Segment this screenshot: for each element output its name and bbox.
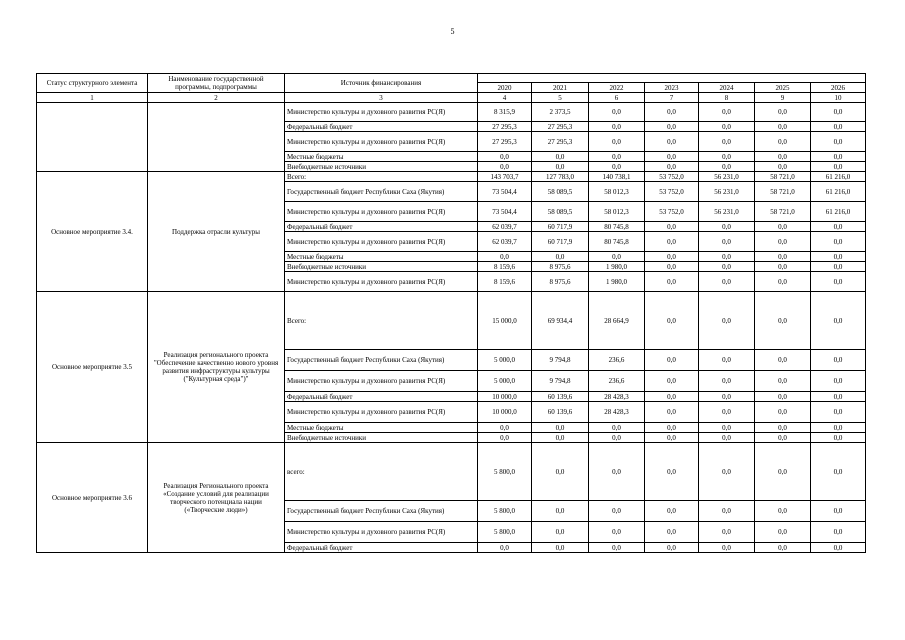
financing-source: Министерство культуры и духовного развития РС(Я) <box>285 132 478 152</box>
amount-cell: 62 039,7 <box>478 222 532 232</box>
amount-cell: 0,0 <box>755 152 811 162</box>
amount-cell: 58 721,0 <box>755 172 811 182</box>
amount-cell: 5 800,0 <box>478 522 532 543</box>
amount-cell: 0,0 <box>699 433 755 443</box>
amount-cell: 0,0 <box>645 262 699 272</box>
financing-source: Министерство культуры и духовного развития РС(Я) <box>285 402 478 423</box>
amount-cell: 56 231,0 <box>699 172 755 182</box>
amount-cell: 0,0 <box>532 252 589 262</box>
amount-cell: 53 752,0 <box>645 182 699 202</box>
structural-element-status: Основное мероприятие 3.4. <box>37 172 148 292</box>
amount-cell: 0,0 <box>755 350 811 371</box>
amount-cell: 0,0 <box>755 272 811 292</box>
amount-cell: 0,0 <box>645 371 699 392</box>
program-name: Поддержка отрасли культуры <box>148 172 285 292</box>
amount-cell: 0,0 <box>478 423 532 433</box>
amount-cell: 0,0 <box>645 543 699 553</box>
amount-cell: 0,0 <box>532 443 589 501</box>
amount-cell: 0,0 <box>811 522 866 543</box>
amount-cell: 0,0 <box>699 122 755 132</box>
amount-cell: 0,0 <box>645 122 699 132</box>
amount-cell: 0,0 <box>755 371 811 392</box>
amount-cell: 58 089,5 <box>532 182 589 202</box>
amount-cell: 58 012,3 <box>589 182 645 202</box>
amount-cell: 0,0 <box>811 272 866 292</box>
financing-source: Министерство культуры и духовного развития РС(Я) <box>285 371 478 392</box>
header-year: 2023 <box>645 83 699 93</box>
structural-element-status: Основное мероприятие 3.6 <box>37 443 148 553</box>
amount-cell: 0,0 <box>755 122 811 132</box>
financing-source: Федеральный бюджет <box>285 392 478 402</box>
amount-cell: 0,0 <box>589 252 645 262</box>
amount-cell: 0,0 <box>699 103 755 122</box>
amount-cell: 0,0 <box>755 501 811 522</box>
amount-cell: 0,0 <box>589 122 645 132</box>
program-name: Реализация регионального проекта "Обеспечение качественно нового уровня развития инфраструктуры культуры ("Культурная среда")" <box>148 292 285 443</box>
amount-cell: 5 800,0 <box>478 443 532 501</box>
amount-cell: 53 752,0 <box>645 172 699 182</box>
amount-cell: 0,0 <box>532 162 589 172</box>
amount-cell: 0,0 <box>645 222 699 232</box>
amount-cell: 69 934,4 <box>532 292 589 350</box>
financing-source: Федеральный бюджет <box>285 222 478 232</box>
header-year: 2022 <box>589 83 645 93</box>
financing-source: Федеральный бюджет <box>285 543 478 553</box>
amount-cell: 60 717,9 <box>532 232 589 252</box>
amount-cell: 10 000,0 <box>478 392 532 402</box>
amount-cell: 5 800,0 <box>478 501 532 522</box>
amount-cell: 0,0 <box>755 543 811 553</box>
table-row <box>37 292 866 350</box>
amount-cell: 8 975,6 <box>532 272 589 292</box>
amount-cell: 0,0 <box>755 232 811 252</box>
amount-cell: 0,0 <box>811 132 866 152</box>
amount-cell: 0,0 <box>699 152 755 162</box>
amount-cell: 58 721,0 <box>755 182 811 202</box>
amount-cell: 0,0 <box>645 522 699 543</box>
amount-cell: 73 504,4 <box>478 182 532 202</box>
amount-cell: 58 012,3 <box>589 202 645 222</box>
amount-cell: 0,0 <box>699 222 755 232</box>
header-year: 2026 <box>811 83 866 93</box>
financing-source: Министерство культуры и духовного развития РС(Я) <box>285 272 478 292</box>
header-year: 2020 <box>478 83 532 93</box>
financing-source: Внебюджетные источники <box>285 433 478 443</box>
column-number: 6 <box>589 93 645 103</box>
amount-cell: 1 980,0 <box>589 272 645 292</box>
financing-source: всего: <box>285 443 478 501</box>
table-row <box>37 443 866 501</box>
amount-cell: 140 738,1 <box>589 172 645 182</box>
amount-cell: 0,0 <box>699 132 755 152</box>
amount-cell: 28 428,3 <box>589 402 645 423</box>
amount-cell: 0,0 <box>645 272 699 292</box>
amount-cell: 0,0 <box>645 402 699 423</box>
amount-cell: 0,0 <box>478 162 532 172</box>
amount-cell: 0,0 <box>589 423 645 433</box>
amount-cell: 0,0 <box>699 232 755 252</box>
amount-cell: 80 745,8 <box>589 222 645 232</box>
program-name: Реализация Регионального проекта «Создание условий для реализации творческого потенциала нации («Творческие люди») <box>148 443 285 553</box>
financing-source: Государственный бюджет Республики Саха (Якутия) <box>285 182 478 202</box>
amount-cell: 0,0 <box>645 292 699 350</box>
amount-cell: 58 089,5 <box>532 202 589 222</box>
column-number: 10 <box>811 93 866 103</box>
amount-cell: 127 783,0 <box>532 172 589 182</box>
amount-cell: 0,0 <box>755 522 811 543</box>
amount-cell: 0,0 <box>645 103 699 122</box>
column-number: 5 <box>532 93 589 103</box>
table-row <box>37 103 866 122</box>
header-status: Статус структурного элемента <box>37 74 148 93</box>
amount-cell: 0,0 <box>699 402 755 423</box>
column-number: 2 <box>148 93 285 103</box>
amount-cell: 1 980,0 <box>589 262 645 272</box>
amount-cell: 0,0 <box>478 252 532 262</box>
amount-cell: 0,0 <box>645 162 699 172</box>
amount-cell: 0,0 <box>755 292 811 350</box>
column-number: 9 <box>755 93 811 103</box>
amount-cell: 0,0 <box>589 522 645 543</box>
amount-cell: 0,0 <box>755 402 811 423</box>
amount-cell: 0,0 <box>811 371 866 392</box>
financing-source: Всего: <box>285 292 478 350</box>
amount-cell: 236,6 <box>589 371 645 392</box>
amount-cell: 28 428,3 <box>589 392 645 402</box>
header-year: 2024 <box>699 83 755 93</box>
amount-cell: 61 216,0 <box>811 172 866 182</box>
amount-cell: 0,0 <box>811 543 866 553</box>
amount-cell: 0,0 <box>755 423 811 433</box>
amount-cell: 0,0 <box>755 132 811 152</box>
amount-cell: 0,0 <box>699 262 755 272</box>
amount-cell: 0,0 <box>645 252 699 262</box>
amount-cell: 0,0 <box>699 350 755 371</box>
amount-cell: 0,0 <box>589 152 645 162</box>
amount-cell: 0,0 <box>532 501 589 522</box>
amount-cell: 0,0 <box>589 132 645 152</box>
amount-cell: 0,0 <box>699 543 755 553</box>
amount-cell: 62 039,7 <box>478 232 532 252</box>
financing-source: Местные бюджеты <box>285 423 478 433</box>
header-source: Источник финансирования <box>285 74 478 93</box>
amount-cell: 10 000,0 <box>478 402 532 423</box>
amount-cell: 0,0 <box>811 501 866 522</box>
table-row <box>37 172 866 182</box>
amount-cell: 60 139,6 <box>532 402 589 423</box>
amount-cell: 28 664,9 <box>589 292 645 350</box>
amount-cell: 0,0 <box>645 443 699 501</box>
amount-cell: 0,0 <box>755 443 811 501</box>
financing-source: Внебюджетные источники <box>285 262 478 272</box>
amount-cell: 0,0 <box>645 423 699 433</box>
amount-cell: 0,0 <box>755 392 811 402</box>
column-number: 4 <box>478 93 532 103</box>
financing-table <box>36 73 866 553</box>
amount-cell: 27 295,3 <box>478 132 532 152</box>
amount-cell: 0,0 <box>811 443 866 501</box>
amount-cell: 0,0 <box>811 392 866 402</box>
column-number: 8 <box>699 93 755 103</box>
amount-cell: 0,0 <box>645 501 699 522</box>
column-number: 3 <box>285 93 478 103</box>
amount-cell: 0,0 <box>589 501 645 522</box>
amount-cell: 15 000,0 <box>478 292 532 350</box>
amount-cell: 0,0 <box>645 132 699 152</box>
amount-cell: 0,0 <box>811 423 866 433</box>
amount-cell: 0,0 <box>589 443 645 501</box>
amount-cell: 0,0 <box>532 522 589 543</box>
financing-source: Министерство культуры и духовного развития РС(Я) <box>285 103 478 122</box>
amount-cell: 27 295,3 <box>478 122 532 132</box>
amount-cell: 0,0 <box>811 350 866 371</box>
amount-cell: 0,0 <box>811 152 866 162</box>
header-years-group <box>478 74 866 83</box>
amount-cell: 0,0 <box>699 501 755 522</box>
amount-cell: 0,0 <box>811 252 866 262</box>
amount-cell: 80 745,8 <box>589 232 645 252</box>
amount-cell: 0,0 <box>699 443 755 501</box>
financing-source: Всего: <box>285 172 478 182</box>
amount-cell: 0,0 <box>532 543 589 553</box>
header-year: 2021 <box>532 83 589 93</box>
amount-cell: 0,0 <box>755 252 811 262</box>
amount-cell: 0,0 <box>478 152 532 162</box>
column-number: 7 <box>645 93 699 103</box>
amount-cell: 61 216,0 <box>811 182 866 202</box>
amount-cell: 0,0 <box>645 350 699 371</box>
amount-cell: 0,0 <box>532 423 589 433</box>
amount-cell: 236,6 <box>589 350 645 371</box>
financing-source: Государственный бюджет Республики Саха (Якутия) <box>285 501 478 522</box>
financing-source: Министерство культуры и духовного развития РС(Я) <box>285 232 478 252</box>
amount-cell: 0,0 <box>755 103 811 122</box>
amount-cell: 0,0 <box>532 152 589 162</box>
amount-cell: 8 315,9 <box>478 103 532 122</box>
financing-source: Внебюджетные источники <box>285 162 478 172</box>
amount-cell: 0,0 <box>811 232 866 252</box>
amount-cell: 0,0 <box>699 162 755 172</box>
header-program: Наименование государственной программы, подпрограммы <box>148 74 285 93</box>
amount-cell: 0,0 <box>755 222 811 232</box>
amount-cell: 56 231,0 <box>699 202 755 222</box>
amount-cell: 56 231,0 <box>699 182 755 202</box>
amount-cell: 5 000,0 <box>478 371 532 392</box>
amount-cell: 27 295,3 <box>532 122 589 132</box>
financing-source: Федеральный бюджет <box>285 122 478 132</box>
financing-source: Министерство культуры и духовного развития РС(Я) <box>285 202 478 222</box>
amount-cell: 0,0 <box>755 262 811 272</box>
amount-cell: 53 752,0 <box>645 202 699 222</box>
amount-cell: 0,0 <box>811 122 866 132</box>
amount-cell: 8 975,6 <box>532 262 589 272</box>
amount-cell: 0,0 <box>811 162 866 172</box>
amount-cell: 0,0 <box>645 392 699 402</box>
structural-element-status <box>37 103 148 172</box>
amount-cell: 0,0 <box>699 392 755 402</box>
amount-cell: 0,0 <box>532 433 589 443</box>
amount-cell: 0,0 <box>645 232 699 252</box>
amount-cell: 60 717,9 <box>532 222 589 232</box>
amount-cell: 143 703,7 <box>478 172 532 182</box>
amount-cell: 0,0 <box>811 222 866 232</box>
amount-cell: 8 159,6 <box>478 262 532 272</box>
amount-cell: 5 000,0 <box>478 350 532 371</box>
amount-cell: 8 159,6 <box>478 272 532 292</box>
amount-cell: 2 373,5 <box>532 103 589 122</box>
amount-cell: 0,0 <box>699 292 755 350</box>
amount-cell: 0,0 <box>811 292 866 350</box>
amount-cell: 0,0 <box>699 252 755 262</box>
amount-cell: 73 504,4 <box>478 202 532 222</box>
financing-source: Государственный бюджет Республики Саха (Якутия) <box>285 350 478 371</box>
amount-cell: 0,0 <box>755 162 811 172</box>
amount-cell: 0,0 <box>699 522 755 543</box>
financing-source: Местные бюджеты <box>285 152 478 162</box>
amount-cell: 0,0 <box>645 152 699 162</box>
amount-cell: 0,0 <box>811 103 866 122</box>
program-name <box>148 103 285 172</box>
amount-cell: 60 139,6 <box>532 392 589 402</box>
amount-cell: 0,0 <box>811 433 866 443</box>
amount-cell: 0,0 <box>699 272 755 292</box>
amount-cell: 0,0 <box>755 433 811 443</box>
amount-cell: 0,0 <box>589 162 645 172</box>
amount-cell: 0,0 <box>478 543 532 553</box>
amount-cell: 0,0 <box>589 433 645 443</box>
financing-source: Местные бюджеты <box>285 252 478 262</box>
amount-cell: 0,0 <box>811 402 866 423</box>
column-number: 1 <box>37 93 148 103</box>
amount-cell: 0,0 <box>645 433 699 443</box>
amount-cell: 9 794,8 <box>532 350 589 371</box>
amount-cell: 0,0 <box>478 433 532 443</box>
amount-cell: 0,0 <box>589 103 645 122</box>
structural-element-status: Основное мероприятие 3.5 <box>37 292 148 443</box>
amount-cell: 58 721,0 <box>755 202 811 222</box>
financing-source: Министерство культуры и духовного развития РС(Я) <box>285 522 478 543</box>
amount-cell: 27 295,3 <box>532 132 589 152</box>
header-year: 2025 <box>755 83 811 93</box>
amount-cell: 0,0 <box>589 543 645 553</box>
amount-cell: 0,0 <box>699 371 755 392</box>
page-number: 5 <box>450 27 455 36</box>
amount-cell: 61 216,0 <box>811 202 866 222</box>
amount-cell: 0,0 <box>811 262 866 272</box>
amount-cell: 0,0 <box>699 423 755 433</box>
amount-cell: 9 794,8 <box>532 371 589 392</box>
